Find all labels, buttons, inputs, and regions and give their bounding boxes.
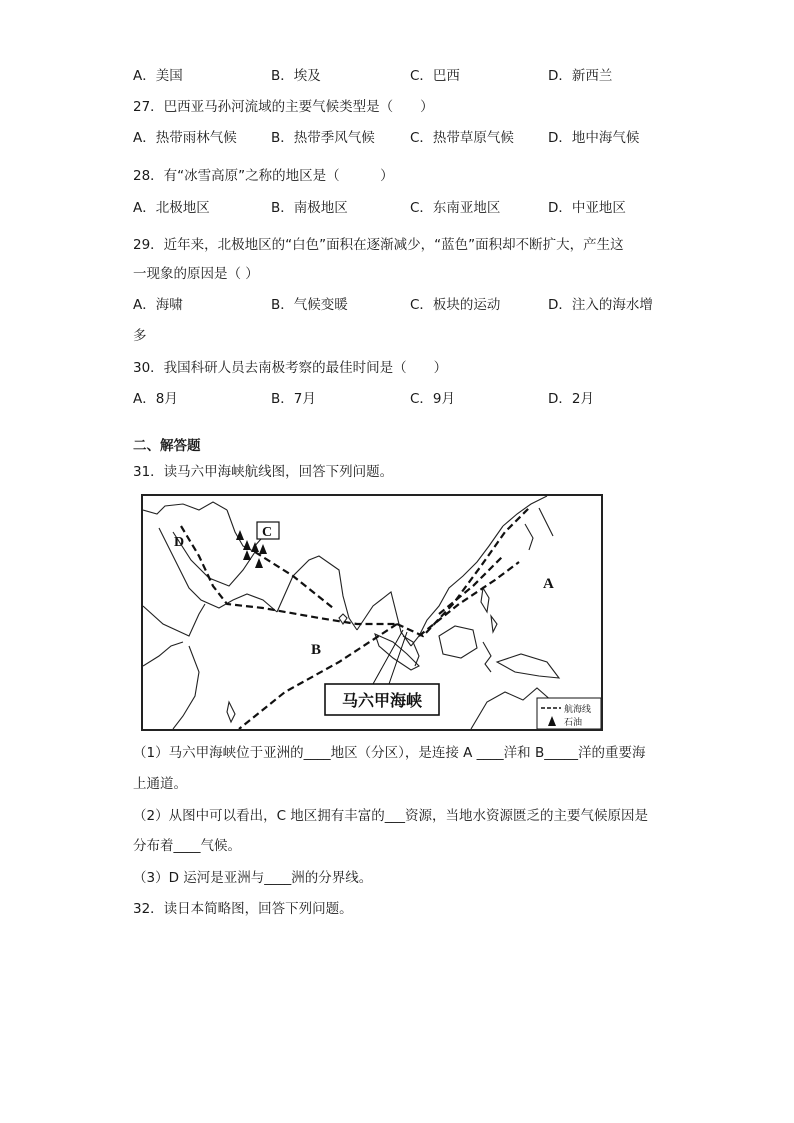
q28-option-c: C．东南亚地区: [410, 200, 501, 216]
q26-option-b: B．埃及: [271, 68, 321, 84]
q28-option-a: A．北极地区: [133, 200, 210, 216]
q27-option-d: D．地中海气候: [548, 130, 640, 146]
q29-option-d-wrap: 多: [133, 328, 147, 344]
q31-part1-line2: 上通道。: [133, 776, 187, 792]
q28-option-b: B．南极地区: [271, 200, 348, 216]
q30-option-a: A．8月: [133, 391, 178, 407]
q28-stem: 28．有“冰雪高原”之称的地区是（ ）: [133, 168, 394, 184]
map-strait-label: 马六甲海峡: [341, 691, 423, 710]
map-legend-oil: 石油: [564, 718, 583, 728]
q31-part2-line1: （2）从图中可以看出，C 地区拥有丰富的___资源，当地水资源匮乏的主要气候原因是: [133, 808, 649, 824]
q29-stem-line2: 一现象的原因是（ ）: [133, 266, 259, 282]
q30-stem: 30．我国科研人员去南极考察的最佳时间是（ ）: [133, 360, 448, 376]
q29-option-b: B．气候变暖: [271, 297, 348, 313]
q29-stem-line1: 29．近年来，北极地区的“白色”面积在逐渐减少，“蓝色”面积却不断扩大，产生这: [133, 237, 624, 253]
map-label-a: A: [543, 576, 554, 592]
map-legend-route: 航海线: [564, 705, 592, 715]
q27-stem: 27．巴西亚马孙河流域的主要气候类型是（ ）: [133, 99, 434, 115]
q29-option-d: D．注入的海水增: [548, 297, 653, 313]
q31-part3: （3）D 运河是亚洲与____洲的分界线。: [133, 870, 373, 886]
q30-option-b: B．7月: [271, 391, 316, 407]
q29-option-a: A．海啸: [133, 297, 183, 313]
map-label-b: B: [311, 642, 322, 658]
section-heading: 二、解答题: [133, 438, 201, 454]
map-label-c: C: [262, 525, 273, 540]
q31-part2-line2: 分布着____气候。: [133, 838, 241, 854]
q30-option-c: C．9月: [410, 391, 456, 407]
q31-stem: 31．读马六甲海峡航线图，回答下列问题。: [133, 464, 394, 480]
q29-option-c: C．板块的运动: [410, 297, 501, 313]
q26-option-a: A．美国: [133, 68, 183, 84]
q30-option-d: D．2月: [548, 391, 594, 407]
q31-part1-line1: （1）马六甲海峡位于亚洲的____地区（分区），是连接 A ____洋和 B_____洋的重要海: [133, 745, 646, 761]
q28-option-d: D．中亚地区: [548, 200, 626, 216]
q27-option-c: C．热带草原气候: [410, 130, 514, 146]
q27-option-b: B．热带季风气候: [271, 130, 375, 146]
malacca-route-map: [141, 494, 603, 731]
q26-option-d: D．新西兰: [548, 68, 613, 84]
q26-option-c: C．巴西: [410, 68, 460, 84]
q32-stem: 32．读日本简略图，回答下列问题。: [133, 901, 353, 917]
map-label-d: D: [174, 535, 185, 550]
q27-option-a: A．热带雨林气候: [133, 130, 237, 146]
